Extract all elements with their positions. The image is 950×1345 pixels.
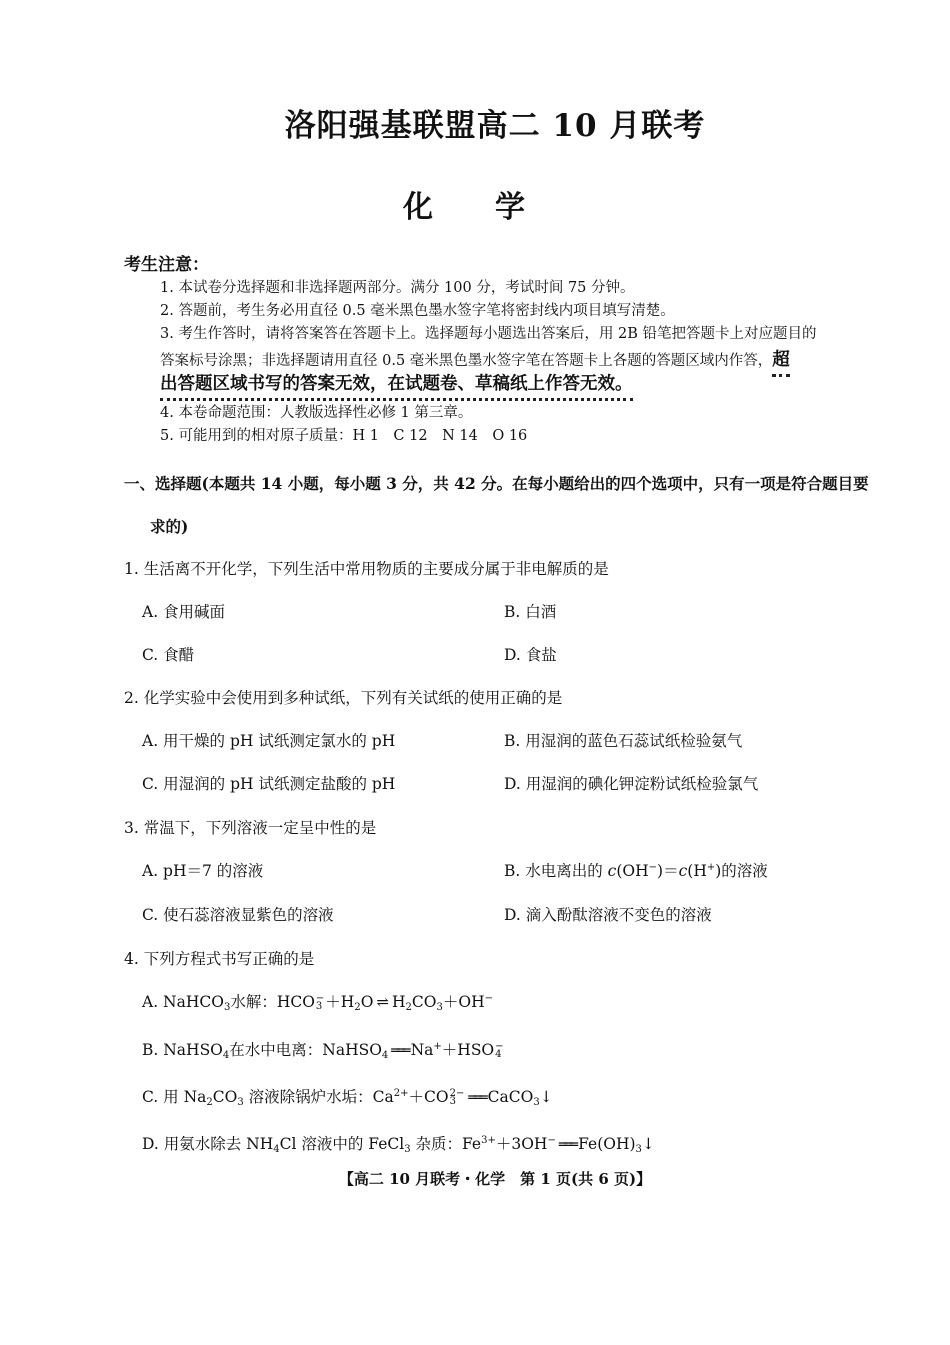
q4a-t1: A. NaHCO [142, 993, 224, 1011]
q4a-ion-scripts [316, 995, 324, 1011]
q4c-t1: C. 用 Na [142, 1088, 207, 1106]
question-3-option-d: D. 滴入酚酞溶液不变色的溶液 [504, 906, 712, 924]
question-3-stem: 3. 常温下，下列溶液一定呈中性的是 [124, 819, 377, 837]
question-1-option-c: C. 食醋 [142, 646, 195, 664]
q3b-oh: (OH [616, 862, 649, 880]
notice-item-3-cont [160, 346, 790, 371]
q4d-t1: D. 用氨水除去 NH [142, 1135, 274, 1153]
q3b-text-1: B. 水电离出的 [504, 862, 608, 880]
q4c-t4: ＋CO [408, 1088, 449, 1106]
q3b-plus: + [706, 862, 716, 873]
precipitate-arrow-icon: ↓ [641, 1135, 655, 1153]
q4a-t7: ＋OH [442, 993, 485, 1011]
q4c-s5: 3 [533, 1097, 540, 1108]
notice-emphasis-text: 出答题区域书写的答案无效，在试题卷、草稿纸上作答无效。 [160, 374, 633, 401]
q4d-t2: Cl 溶液中的 FeCl [279, 1135, 405, 1153]
q3b-mid: )＝ [657, 862, 679, 880]
notice-item-5: 5. 可能用到的相对原子质量：H 1 C 12 N 14 O 16 [160, 428, 528, 444]
q4c-sup3: 2+ [393, 1088, 409, 1099]
q4a-t5: H [392, 993, 406, 1011]
q4c-t3: 溶液除锅炉水垢：Ca [243, 1088, 394, 1106]
q4b-t2: 在水中电离：NaHSO [229, 1041, 382, 1059]
q4d-t4: ＋3OH [495, 1135, 548, 1153]
notice-item-4: 4. 本卷命题范围：人教版选择性必修 1 第三章。 [160, 405, 473, 421]
q4a-t3: ＋H [325, 993, 355, 1011]
equals-arrow-icon: ═══ [558, 1137, 576, 1153]
notice-heading: 考生注意： [124, 255, 209, 275]
q4d-t3: 杂质：Fe [410, 1135, 482, 1153]
notice-item-1: 1. 本试卷分选择题和非选择题两部分。满分 100 分，考试时间 75 分钟。 [160, 280, 635, 296]
exam-title: 洛阳强基联盟高二 10 月联考 [284, 108, 706, 144]
q4c-sup4: 2− [449, 1088, 465, 1099]
q4c-sub4: 3 [449, 1096, 456, 1107]
question-3-option-a: A. pH＝7 的溶液 [142, 862, 264, 880]
q4d-s2: 3 [404, 1144, 411, 1155]
question-1-stem: 1. 生活离不开化学，下列生活中常用物质的主要成分属于非电解质的是 [124, 560, 609, 578]
q3b-h: (H [687, 862, 707, 880]
q4a-t6: CO [411, 993, 437, 1011]
q4b-t1: B. NaHSO [142, 1041, 223, 1059]
q4b-sup3: + [433, 1041, 442, 1052]
q4b-sub4: 4 [495, 1049, 502, 1060]
equals-arrow-icon: ═══ [391, 1043, 408, 1059]
question-2-option-a: A. 用干燥的 pH 试纸测定氯水的 pH [142, 732, 396, 750]
notice-item-3-emph-start: 超 [772, 350, 790, 377]
question-1-option-a: A. 食用碱面 [142, 603, 226, 621]
q4d-sup4: − [547, 1135, 556, 1146]
q3b-c1: c [607, 862, 617, 880]
q4a-s5: 2 [405, 1002, 412, 1013]
question-1-option-b: B. 白酒 [504, 603, 557, 621]
q4b-t4: ＋HSO [441, 1041, 495, 1059]
notice-item-2: 2. 答题前，考生务必用直径 0.5 毫米黑色墨水签字笔将密封线内项目填写清楚。 [160, 303, 675, 319]
q4a-sup7: − [484, 993, 493, 1004]
q4d-s1: 4 [273, 1144, 280, 1155]
q4d-t5: Fe(OH) [578, 1135, 636, 1153]
page-footer: 【高二 10 月联考・化学 第 1 页(共 6 页)】 [338, 1170, 652, 1188]
section-1-heading-cont: 求的) [150, 517, 189, 536]
q4a-t2: 水解：HCO [230, 993, 315, 1011]
q4c-t5: CaCO [487, 1088, 534, 1106]
q4d-sup3: 3+ [481, 1135, 496, 1146]
q4c-t2: CO [212, 1088, 238, 1106]
q4b-s2: 4 [381, 1050, 389, 1061]
notice-item-3-line2: 答案标号涂黑；非选择题请用直径 0.5 毫米黑色墨水签字笔在答题卡上各题的答题区域内作答， [160, 353, 773, 369]
q3b-c2: c [678, 862, 688, 880]
question-2-option-b: B. 用湿润的蓝色石蕊试纸检验氨气 [504, 732, 743, 750]
q4b-s1: 4 [222, 1050, 230, 1061]
q4b-ion-scripts [495, 1043, 503, 1059]
q3b-minus: − [648, 862, 658, 873]
q4d-s5: 3 [635, 1144, 642, 1155]
question-4-option-c [142, 1085, 553, 1107]
q4b-sup4: − [495, 1041, 504, 1052]
question-3-option-c: C. 使石蕊溶液显紫色的溶液 [142, 906, 334, 924]
question-2-option-d: D. 用湿润的碘化钾淀粉试纸检验氯气 [504, 775, 759, 793]
q4a-sub2: 3 [315, 1001, 323, 1012]
q4a-s1: 3 [223, 1002, 231, 1013]
q4a-t4: O [360, 993, 374, 1011]
q4a-s3: 2 [354, 1002, 361, 1013]
equals-arrow-icon: ═══ [468, 1090, 485, 1106]
q3b-post: )的溶液 [715, 862, 768, 880]
q4b-t3: Na [410, 1041, 434, 1059]
question-4-option-a [142, 990, 493, 1012]
q4c-ion-scripts [450, 1090, 465, 1106]
notice-item-3: 3. 考生作答时，请将答案答在答题卡上。选择题每小题选出答案后，用 2B 铅笔把答题卡上对应题目的 [160, 326, 817, 342]
question-1-option-d: D. 食盐 [504, 646, 557, 664]
reversible-arrow-icon: ⇌ [376, 993, 389, 1011]
q4c-s1: 2 [206, 1097, 213, 1108]
question-2-stem: 2. 化学实验中会使用到多种试纸，下列有关试纸的使用正确的是 [124, 689, 563, 707]
q4a-sup2: − [315, 993, 325, 1004]
q4a-s6: 3 [436, 1002, 443, 1013]
precipitate-arrow-icon: ↓ [539, 1088, 553, 1106]
q4c-s2: 3 [237, 1097, 244, 1108]
notice-item-3-emphasis [160, 370, 633, 395]
question-4-option-d [142, 1132, 655, 1154]
question-3-option-b [504, 859, 768, 881]
question-4-option-b [142, 1038, 505, 1060]
section-1-heading: 一、选择题(本题共 14 小题，每小题 3 分，共 42 分。在每小题给出的四个选项中，只有一项是符合题目要 [124, 474, 869, 493]
question-2-option-c: C. 用湿润的 pH 试纸测定盐酸的 pH [142, 775, 396, 793]
question-4-stem: 4. 下列方程式书写正确的是 [124, 950, 315, 968]
subject-title: 化学 [403, 190, 587, 225]
